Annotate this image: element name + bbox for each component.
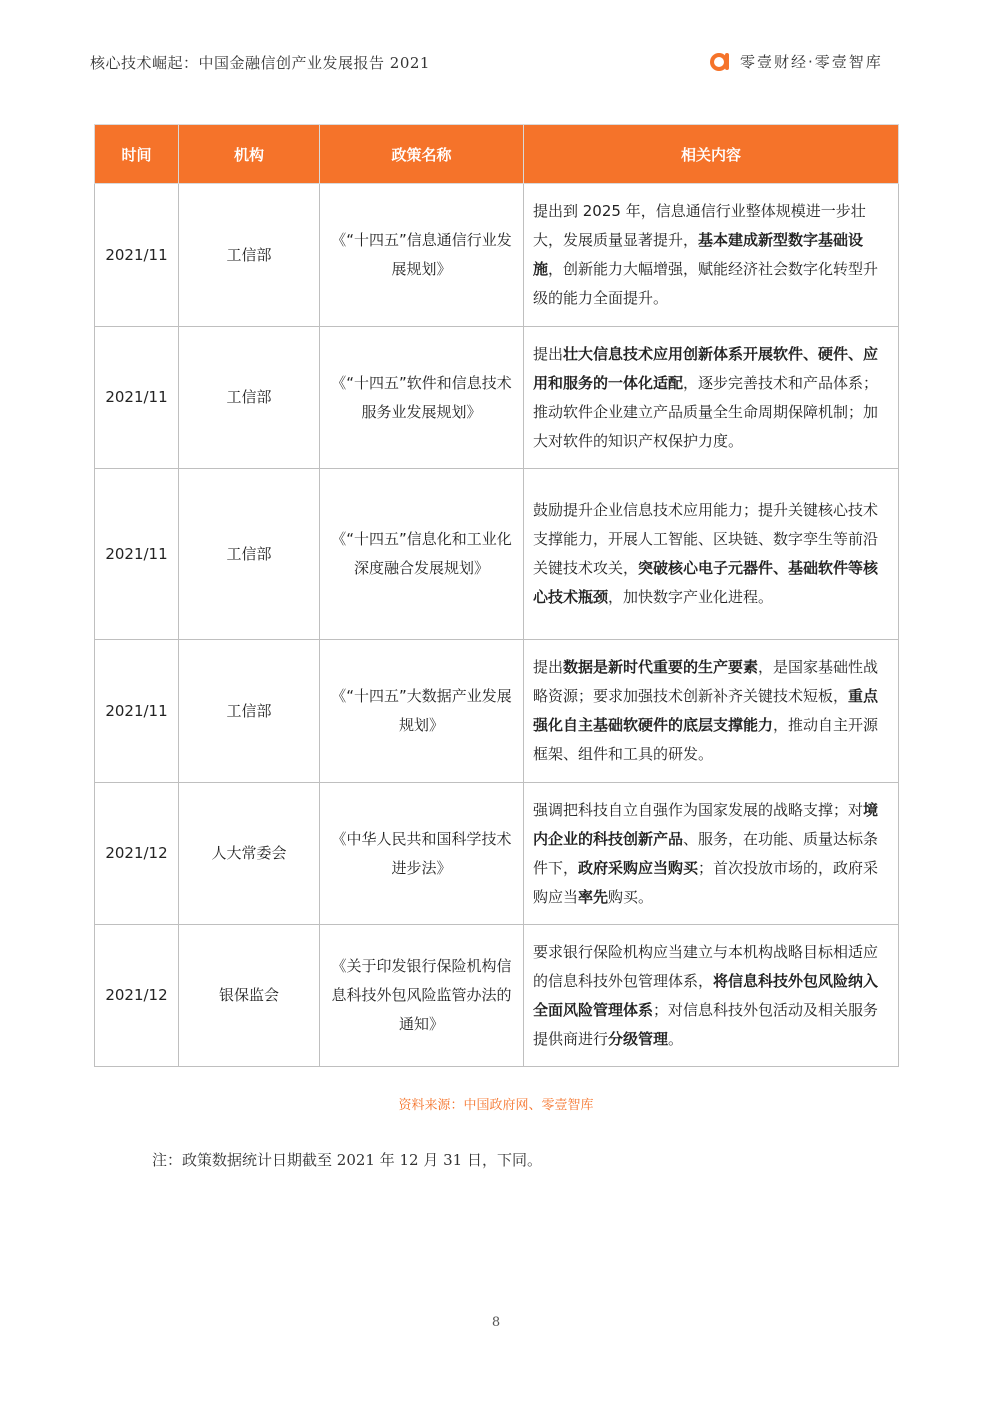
table-header-row xyxy=(95,125,899,184)
content-text-run: 鼓励提升企业信息技术应用能力；提升关键核心技术支撑能力，开展人工智能、区块链、数字孪生等前沿关键技术攻关， xyxy=(533,501,879,577)
table-row xyxy=(95,783,899,925)
content-text-run: 提出到 2025 年，信息通信行业整体规模进一步壮大，发展质量显著提升， xyxy=(533,202,866,249)
content-emphasis: 数据是新时代重要的生产要素 xyxy=(563,658,759,676)
column-header-time: 时间 xyxy=(95,125,179,184)
content-text-run: 购买。 xyxy=(608,887,654,906)
content-emphasis: 重点强化自主基础软硬件的底层支撑能力 xyxy=(533,687,879,734)
content-emphasis: 分级管理 xyxy=(608,1029,669,1048)
footnote: 注：政策数据统计日期截至 2021 年 12 月 31 日，下同。 xyxy=(152,1151,542,1169)
header-title: 核心技术崛起：中国金融信创产业发展报告 2021 xyxy=(90,54,430,72)
source-note: 资料来源：中国政府网、零壹智库 xyxy=(398,1098,594,1113)
table-row xyxy=(95,327,899,469)
cell-policy-name: 《关于印发银行保险机构信息科技外包风险监管办法的通知》 xyxy=(320,925,524,1067)
content-emphasis: 将信息科技外包风险纳入全面风险管理体系 xyxy=(533,971,879,1019)
cell-org: 工信部 xyxy=(179,640,320,783)
cell-date: 2021/12 xyxy=(95,783,179,925)
cell-content xyxy=(524,327,899,469)
cell-date: 2021/11 xyxy=(95,469,179,640)
content-emphasis: 率先 xyxy=(578,887,609,906)
table-row xyxy=(95,184,899,327)
page-number: 8 xyxy=(491,1315,501,1330)
content-text-run: ，创新能力大幅增强，赋能经济社会数字化转型升级的能力全面提升。 xyxy=(533,260,879,307)
cell-org: 银保监会 xyxy=(179,925,320,1067)
content-text-run: ，加快数字产业化进程。 xyxy=(608,588,774,606)
brand-name: 零壹财经·零壹智库 xyxy=(740,52,883,71)
content-text-run: ；首次投放市场的，政府采购应当 xyxy=(533,858,879,906)
cell-org: 工信部 xyxy=(179,184,320,327)
cell-policy-name: 《“十四五”信息化和工业化深度融合发展规划》 xyxy=(320,469,524,640)
cell-date: 2021/11 xyxy=(95,327,179,469)
cell-policy-name: 《“十四五”软件和信息技术服务业发展规划》 xyxy=(320,327,524,469)
column-header-org: 机构 xyxy=(179,125,320,184)
table-row xyxy=(95,640,899,783)
content-emphasis: 壮大信息技术应用创新体系开展软件、硬件、应用和服务的一体化适配 xyxy=(533,344,879,392)
cell-policy-name: 《中华人民共和国科学技术进步法》 xyxy=(320,783,524,925)
content-emphasis: 政府采购应当购买 xyxy=(578,858,699,877)
cell-content xyxy=(524,783,899,925)
cell-content xyxy=(524,469,899,640)
brand xyxy=(708,48,883,74)
cell-date: 2021/11 xyxy=(95,184,179,327)
content-text-run: ；对信息科技外包活动及相关服务提供商进行 xyxy=(533,1000,879,1048)
content-text-run: 要求银行保险机构应当建立与本机构战略目标相适应的信息科技外包管理体系， xyxy=(533,942,879,990)
content-text-run: ，逐步完善技术和产品体系；推动软件企业建立产品质量全生命周期保障机制；加大对软件的知识产权保护力度。 xyxy=(533,373,879,450)
content-text-run: ，推动自主开源框架、组件和工具的研发。 xyxy=(533,716,879,763)
cell-content xyxy=(524,184,899,327)
cell-org: 人大常委会 xyxy=(179,783,320,925)
cell-date: 2021/11 xyxy=(95,640,179,783)
cell-content xyxy=(524,925,899,1067)
content-emphasis: 突破核心电子元器件、基础软件等核心技术瓶颈 xyxy=(533,559,879,606)
content-text-run: 。 xyxy=(668,1029,684,1048)
cell-date: 2021/12 xyxy=(95,925,179,1067)
column-header-policy-name: 政策名称 xyxy=(320,125,524,184)
policy-table xyxy=(94,124,899,1067)
cell-content xyxy=(524,640,899,783)
cell-policy-name: 《“十四五”信息通信行业发展规划》 xyxy=(320,184,524,327)
content-text-run: ，是国家基础性战略资源；要求加强技术创新补齐关键技术短板， xyxy=(533,658,879,705)
cell-org: 工信部 xyxy=(179,327,320,469)
content-emphasis: 境内企业的科技创新产品 xyxy=(533,800,879,848)
content-emphasis: 基本建成新型数字基础设施 xyxy=(533,231,864,278)
cell-policy-name: 《“十四五”大数据产业发展规划》 xyxy=(320,640,524,783)
column-header-content: 相关内容 xyxy=(524,125,899,184)
content-text-run: 提出 xyxy=(533,344,564,363)
table-row xyxy=(95,469,899,640)
content-text-run: 强调把科技自立自强作为国家发展的战略支撑；对 xyxy=(533,800,864,819)
table-row xyxy=(95,925,899,1067)
content-text-run: 、服务，在功能、质量达标条件下， xyxy=(533,829,879,877)
content-text-run: 提出 xyxy=(533,658,564,676)
brand-logo-icon xyxy=(708,49,732,73)
cell-org: 工信部 xyxy=(179,469,320,640)
